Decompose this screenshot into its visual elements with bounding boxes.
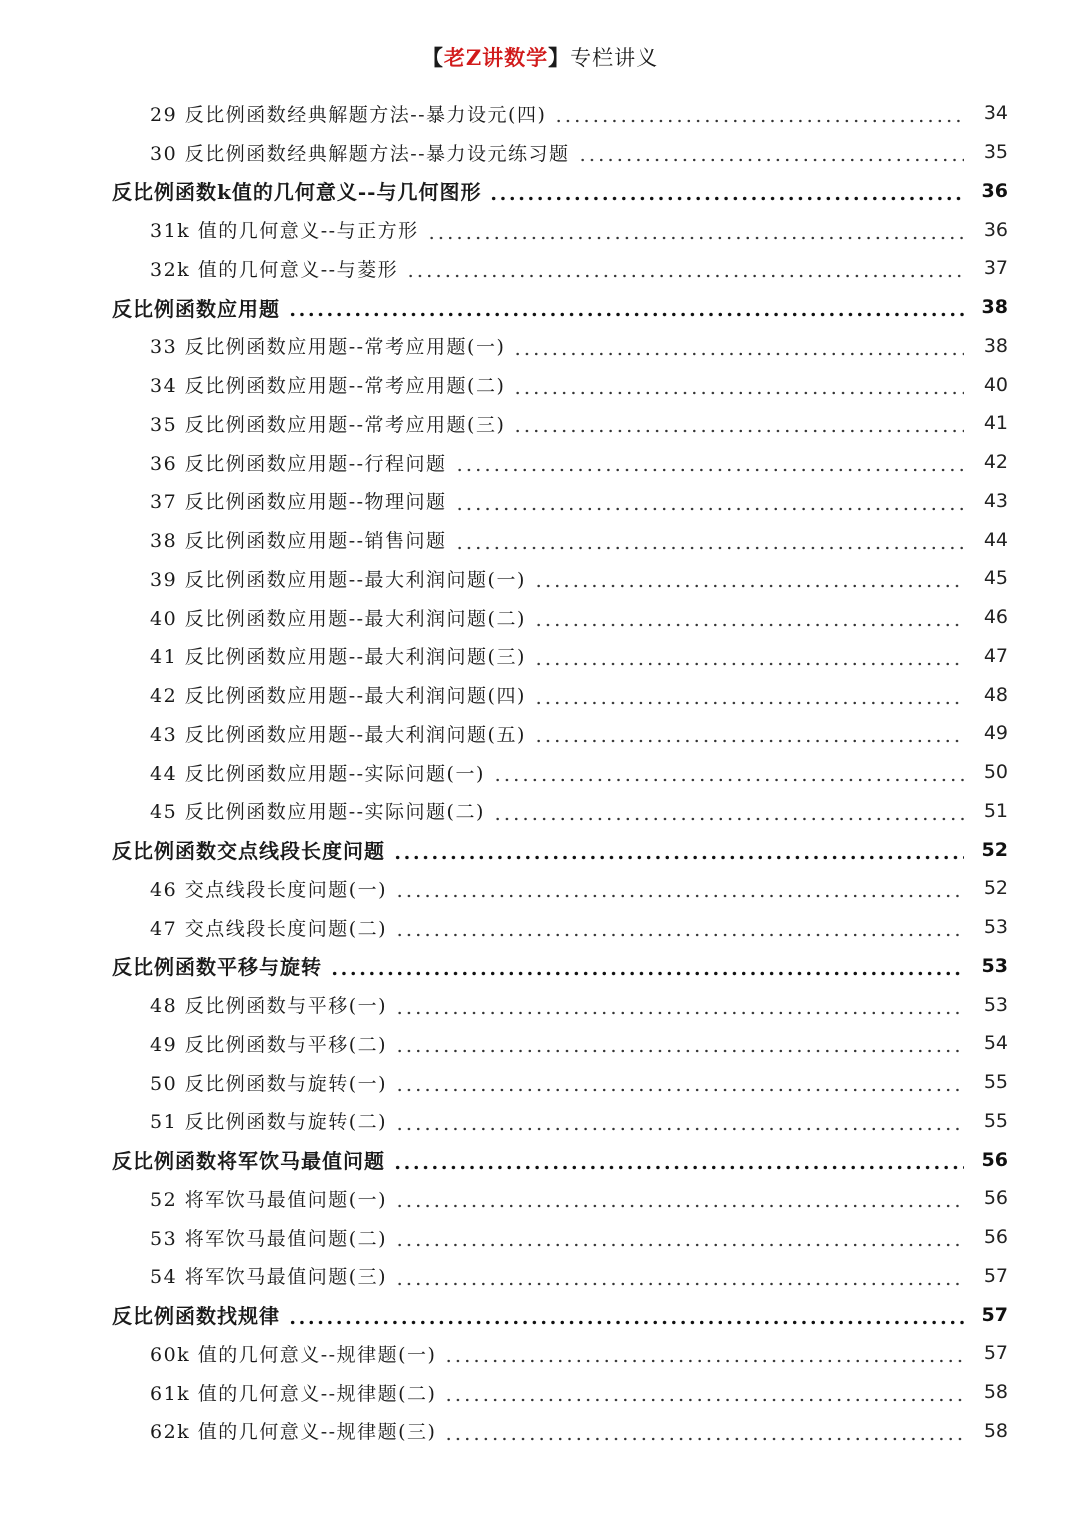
toc-page-number: 38 [981, 296, 1008, 319]
toc-item-row[interactable] [0, 1373, 1080, 1412]
toc-item-row[interactable] [0, 327, 1080, 366]
toc-item-row[interactable] [0, 559, 1080, 598]
toc-page-number: 34 [983, 102, 1008, 125]
toc-item-title: 48 反比例函数与平移(一) [150, 995, 388, 1018]
toc-item-title: 52 将军饮马最值问题(一) [150, 1188, 388, 1211]
toc-item-title: 31k 值的几何意义--与正方形 [150, 220, 419, 243]
toc-item-title: 51 反比例函数与旋转(二) [150, 1111, 388, 1134]
toc-page-number: 53 [983, 916, 1008, 939]
toc-item-row[interactable] [0, 908, 1080, 947]
toc-page-number: 49 [983, 722, 1008, 745]
toc-page-number: 56 [983, 1187, 1008, 1210]
toc-item-title: 38 反比例函数应用题--销售问题 [150, 530, 447, 553]
toc-item-row[interactable] [0, 1063, 1080, 1102]
toc-page-number: 58 [983, 1381, 1008, 1404]
toc-leader-dots [444, 1421, 964, 1441]
toc-item-row[interactable] [0, 1334, 1080, 1373]
toc-leader-dots [493, 801, 964, 821]
toc-item-row[interactable] [0, 1412, 1080, 1451]
toc-item-title: 43 反比例函数应用题--最大利润问题(五) [150, 723, 526, 746]
toc-leader-dots [444, 1382, 964, 1402]
toc-item-title: 30 反比例函数经典解题方法--暴力设元练习题 [150, 142, 570, 165]
toc-leader-dots [395, 995, 964, 1015]
toc-leader-dots [534, 685, 964, 705]
toc-item-row[interactable] [0, 482, 1080, 521]
toc-page-number: 41 [983, 412, 1008, 435]
toc-item-title: 45 反比例函数应用题--实际问题(二) [150, 801, 485, 824]
toc-item-title: 61k 值的几何意义--规律题(二) [150, 1382, 437, 1405]
toc-item-row[interactable] [0, 133, 1080, 172]
toc-item-row[interactable] [0, 94, 1080, 133]
toc-item-title: 44 反比例函数应用题--实际问题(一) [150, 762, 485, 785]
toc-leader-dots [395, 1072, 964, 1092]
toc-item-row[interactable] [0, 210, 1080, 249]
toc-item-title: 41 反比例函数应用题--最大利润问题(三) [150, 646, 526, 669]
toc-item-title: 32k 值的几何意义--与菱形 [150, 258, 399, 281]
toc-leader-dots [406, 258, 964, 278]
toc-leader-dots [493, 762, 964, 782]
toc-item-row[interactable] [0, 675, 1080, 714]
toc-leader-dots [455, 530, 964, 550]
toc-page-number: 57 [981, 1303, 1008, 1326]
toc-item-title: 49 反比例函数与平移(二) [150, 1033, 388, 1056]
toc-page-number: 58 [983, 1419, 1008, 1442]
toc-item-row[interactable] [0, 249, 1080, 288]
toc-leader-dots [288, 297, 964, 317]
toc-page-number: 53 [983, 993, 1008, 1016]
toc-item-title: 36 反比例函数应用题--行程问题 [150, 452, 447, 475]
toc-leader-dots [444, 1343, 964, 1363]
toc-item-title: 37 反比例函数应用题--物理问题 [150, 491, 447, 514]
page-header [0, 42, 1080, 72]
toc-page-number: 56 [983, 1226, 1008, 1249]
toc-section-title: 反比例函数应用题 [112, 296, 280, 321]
toc-leader-dots [534, 646, 964, 666]
toc-leader-dots [393, 840, 964, 860]
toc-page-number: 42 [983, 451, 1008, 474]
toc-leader-dots [578, 142, 964, 162]
toc-item-row[interactable] [0, 714, 1080, 753]
toc-page-number: 36 [983, 218, 1008, 241]
toc-item-title: 62k 值的几何意义--规律题(三) [150, 1421, 437, 1444]
toc-item-row[interactable] [0, 753, 1080, 792]
toc-item-title: 42 反比例函数应用题--最大利润问题(四) [150, 685, 526, 708]
toc-page-number: 40 [983, 373, 1008, 396]
toc-page-number: 50 [983, 761, 1008, 784]
header-subtitle: 专栏讲义 [570, 46, 659, 70]
toc-page-number: 46 [983, 606, 1008, 629]
toc-section-row[interactable] [0, 1140, 1080, 1179]
toc-leader-dots [395, 878, 964, 898]
toc-leader-dots [330, 956, 964, 976]
toc-item-row[interactable] [0, 520, 1080, 559]
toc-item-row[interactable] [0, 985, 1080, 1024]
toc-leader-dots [455, 452, 964, 472]
toc-leader-dots [393, 1150, 964, 1170]
toc-page-number: 47 [983, 644, 1008, 667]
toc-page-number: 56 [981, 1148, 1008, 1171]
toc-section-title: 反比例函数找规律 [112, 1304, 280, 1329]
toc-page-number: 45 [983, 567, 1008, 590]
toc-item-row[interactable] [0, 365, 1080, 404]
toc-item-title: 39 反比例函数应用题--最大利润问题(一) [150, 568, 526, 591]
toc-leader-dots [489, 181, 964, 201]
toc-item-row[interactable] [0, 1179, 1080, 1218]
toc-leader-dots [395, 1111, 964, 1131]
toc-section-row[interactable] [0, 288, 1080, 327]
toc-item-title: 60k 值的几何意义--规律题(一) [150, 1343, 437, 1366]
toc-page-number: 37 [983, 257, 1008, 280]
toc-page-number: 35 [983, 141, 1008, 164]
toc-item-row[interactable] [0, 869, 1080, 908]
header-brand: 老Z讲数学 [443, 45, 549, 70]
toc-page-number: 52 [981, 838, 1008, 861]
toc-section-title: 反比例函数平移与旋转 [112, 955, 322, 980]
toc-section-row[interactable] [0, 1295, 1080, 1334]
header-close-bracket: 】 [548, 45, 571, 70]
toc-page-number: 57 [983, 1264, 1008, 1287]
toc-leader-dots [534, 607, 964, 627]
toc-item-row[interactable] [0, 404, 1080, 443]
toc-leader-dots [513, 413, 964, 433]
toc-leader-dots [513, 336, 964, 356]
toc-leader-dots [534, 568, 964, 588]
toc-item-row[interactable] [0, 792, 1080, 831]
toc-item-title: 40 反比例函数应用题--最大利润问题(二) [150, 607, 526, 630]
toc-item-row[interactable] [0, 1024, 1080, 1063]
toc-page-number: 55 [983, 1109, 1008, 1132]
toc-item-title: 50 反比例函数与旋转(一) [150, 1072, 388, 1095]
toc-section-row[interactable] [0, 947, 1080, 986]
toc-section-row[interactable] [0, 830, 1080, 869]
toc-section-title: 反比例函数k值的几何意义--与几何图形 [112, 180, 482, 205]
toc-item-title: 35 反比例函数应用题--常考应用题(三) [150, 413, 506, 436]
toc-item-title: 47 交点线段长度问题(二) [150, 917, 388, 940]
toc-page-number: 43 [983, 489, 1008, 512]
toc-item-row[interactable] [0, 1257, 1080, 1296]
toc-section-title: 反比例函数将军饮马最值问题 [112, 1149, 385, 1174]
toc-page-number: 57 [983, 1342, 1008, 1365]
toc-leader-dots [395, 1033, 964, 1053]
toc-leader-dots [395, 1266, 964, 1286]
toc-page-number: 53 [981, 954, 1008, 977]
toc-page-number: 36 [981, 179, 1008, 202]
toc-section-row[interactable] [0, 172, 1080, 211]
toc-item-row[interactable] [0, 598, 1080, 637]
toc-leader-dots [534, 723, 964, 743]
toc-item-row[interactable] [0, 1102, 1080, 1141]
toc-leader-dots [395, 1227, 964, 1247]
toc-page-number: 51 [983, 799, 1008, 822]
toc-section-title: 反比例函数交点线段长度问题 [112, 839, 385, 864]
toc-leader-dots [288, 1305, 964, 1325]
toc-item-row[interactable] [0, 443, 1080, 482]
toc-page-number: 52 [983, 877, 1008, 900]
toc-page-number: 54 [983, 1032, 1008, 1055]
toc-item-title: 34 反比例函数应用题--常考应用题(二) [150, 375, 506, 398]
toc-leader-dots [427, 220, 964, 240]
toc-item-title: 29 反比例函数经典解题方法--暴力设元(四) [150, 103, 547, 126]
toc-item-title: 53 将军饮马最值问题(二) [150, 1227, 388, 1250]
toc-item-title: 54 将军饮马最值问题(三) [150, 1266, 388, 1289]
toc-page-number: 48 [983, 683, 1008, 706]
toc-leader-dots [395, 1188, 964, 1208]
toc-leader-dots [395, 917, 964, 937]
table-of-contents [0, 94, 1080, 1450]
toc-item-title: 46 交点线段长度问题(一) [150, 878, 388, 901]
toc-leader-dots [455, 491, 964, 511]
toc-leader-dots [513, 375, 964, 395]
toc-page-number: 55 [983, 1071, 1008, 1094]
toc-leader-dots [554, 103, 964, 123]
toc-item-title: 33 反比例函数应用题--常考应用题(一) [150, 336, 506, 359]
toc-page-number: 38 [983, 334, 1008, 357]
header-open-bracket: 【 [421, 45, 444, 70]
toc-item-row[interactable] [0, 637, 1080, 676]
toc-item-row[interactable] [0, 1218, 1080, 1257]
toc-page-number: 44 [983, 528, 1008, 551]
